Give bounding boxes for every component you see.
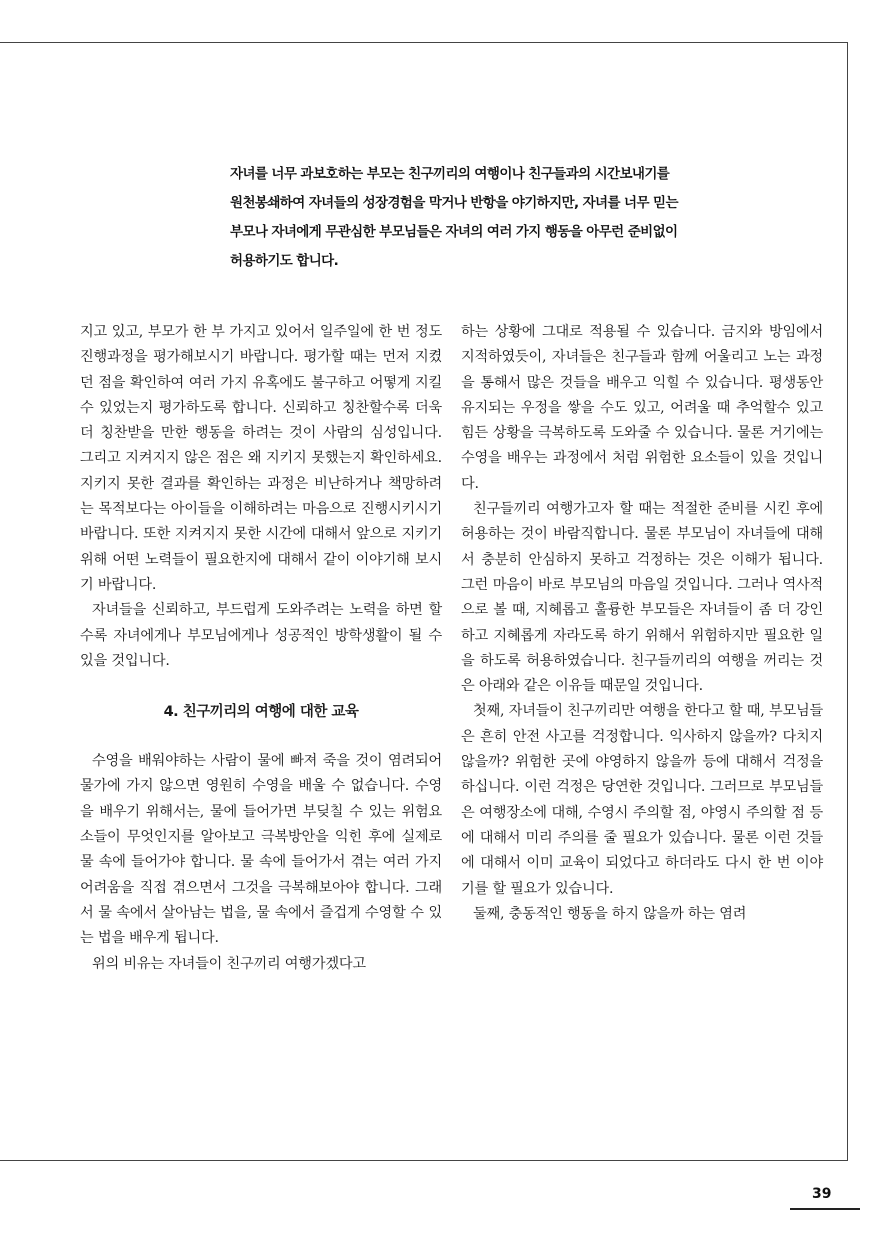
- left-column: [80, 320, 442, 977]
- left-paragraph-1: 지고 있고, 부모가 한 부 가지고 있어서 일주일에 한 번 정도 진행과정을 평가해보시기 바랍니다. 평가할 때는 먼저 지켰던 점을 확인하여 여러 가지 유혹에도 불구하고 어떻게 지킬수 있었는지 평가하도록 합니다. 신뢰하고 칭찬할수록 더욱 더 칭찬받을 만한 행동을 하려는 것이 사람의 심성입니다. 그리고 지켜지지 않은 점은 왜 지키지 못했는지 확인하세요. 지키지 못한 결과를 확인하는 과정은 비난하거나 책망하려는 목적보다는 아이들을 이해하려는 마음으로 진행시키시기 바랍니다. 또한 지켜지지 못한 시간에 대해서 앞으로 지키기 위해 어떤 노력들이 필요한지에 대해서 같이 이야기해 보시기 바랍니다.: [80, 324, 442, 593]
- page-number-underline: [790, 1208, 860, 1210]
- right-column: [461, 320, 823, 927]
- top-border-rule: [0, 42, 848, 43]
- section-heading: 4. 친구끼리의 여행에 대한 교육: [163, 704, 359, 721]
- left-paragraph-3: 수영을 배워야하는 사람이 물에 빠져 죽을 것이 염려되어 물가에 가지 않으면 영원히 수영을 배울 수 없습니다. 수영을 배우기 위해서는, 물에 들어가면 부딪칠 수 있는 위험요소들이 무엇인지를 알아보고 극복방안을 익힌 후에 실제로 물 속에 들어가야 합니다. 물 속에 들어가서 겪는 여러 가지 어려움을 직접 겪으면서 그것을 극복해보아야 합니다. 그래서 물 속에서 살아남는 법을, 물 속에서 즐겁게 수영할 수 있는 법을 배우게 됩니다.: [80, 753, 442, 947]
- pull-quote-text: 자녀를 너무 과보호하는 부모는 친구끼리의 여행이나 친구들과의 시간보내기를 원천봉쇄하여 자녀들의 성장경험을 막거나 반항을 야기하지만, 자녀를 너무 믿는 부모나 자녀에게 무관심한 부모님들은 자녀의 여러 가지 행동을 아무런 준비없이 허용하기도 합니다.: [230, 166, 678, 269]
- right-paragraph-1: 하는 상황에 그대로 적용될 수 있습니다. 금지와 방임에서 지적하였듯이, 자녀들은 친구들과 함께 어울리고 노는 과정을 통해서 많은 것들을 배우고 익힐 수 있습니다. 평생동안 유지되는 우정을 쌓을 수도 있고, 어려울 때 추억할수 있고 힘든 상황을 극복하도록 도와줄 수 있습니다. 물론 거기에는 수영을 배우는 과정에서 처럼 위험한 요소들이 있을 것입니다.: [461, 324, 823, 492]
- right-paragraph-3: 첫째, 자녀들이 친구끼리만 여행을 한다고 할 때, 부모님들은 흔히 안전 사고를 걱정합니다. 익사하지 않을까? 다치지 않을까? 위험한 곳에 야영하지 않을까 등에 대해서 걱정을 하십니다. 이런 걱정은 당연한 것입니다. 그러므로 부모님들은 여행장소에 대해, 수영시 주의할 점, 야영시 주의할 점 등에 대해서 미리 주의를 줄 필요가 있습니다. 물론 이런 것들에 대해서 이미 교육이 되었다고 하더라도 다시 한 번 이야기를 할 필요가 있습니다.: [461, 703, 823, 897]
- pull-quote: [230, 160, 680, 276]
- left-paragraph-2: 자녀들을 신뢰하고, 부드럽게 도와주려는 노력을 하면 할수록 자녀에게나 부모님에게나 성공적인 방학생활이 될 수 있을 것입니다.: [80, 602, 442, 669]
- bottom-border-rule: [0, 1160, 848, 1161]
- right-paragraph-4: 둘째, 충동적인 행동을 하지 않을까 하는 염려: [473, 905, 747, 922]
- left-paragraph-4: 위의 비유는 자녀들이 친구끼리 여행가겠다고: [92, 955, 366, 972]
- right-paragraph-2: 친구들끼리 여행가고자 할 때는 적절한 준비를 시킨 후에 허용하는 것이 바람직합니다. 물론 부모님이 자녀들에 대해서 충분히 안심하지 못하고 걱정하는 것은 이해가 됩니다. 그런 마음이 바로 부모님의 마음일 것입니다. 그러나 역사적으로 볼 때, 지혜롭고 훌륭한 부모들은 자녀들이 좀 더 강인하고 지혜롭게 자라도록 하기 위해서 위험하지만 필요한 일을 하도록 허용하였습니다. 친구들끼리의 여행을 꺼리는 것은 아래와 같은 이유들 때문일 것입니다.: [461, 501, 823, 695]
- right-border-rule: [847, 42, 848, 1160]
- page-number: 39: [812, 1186, 832, 1202]
